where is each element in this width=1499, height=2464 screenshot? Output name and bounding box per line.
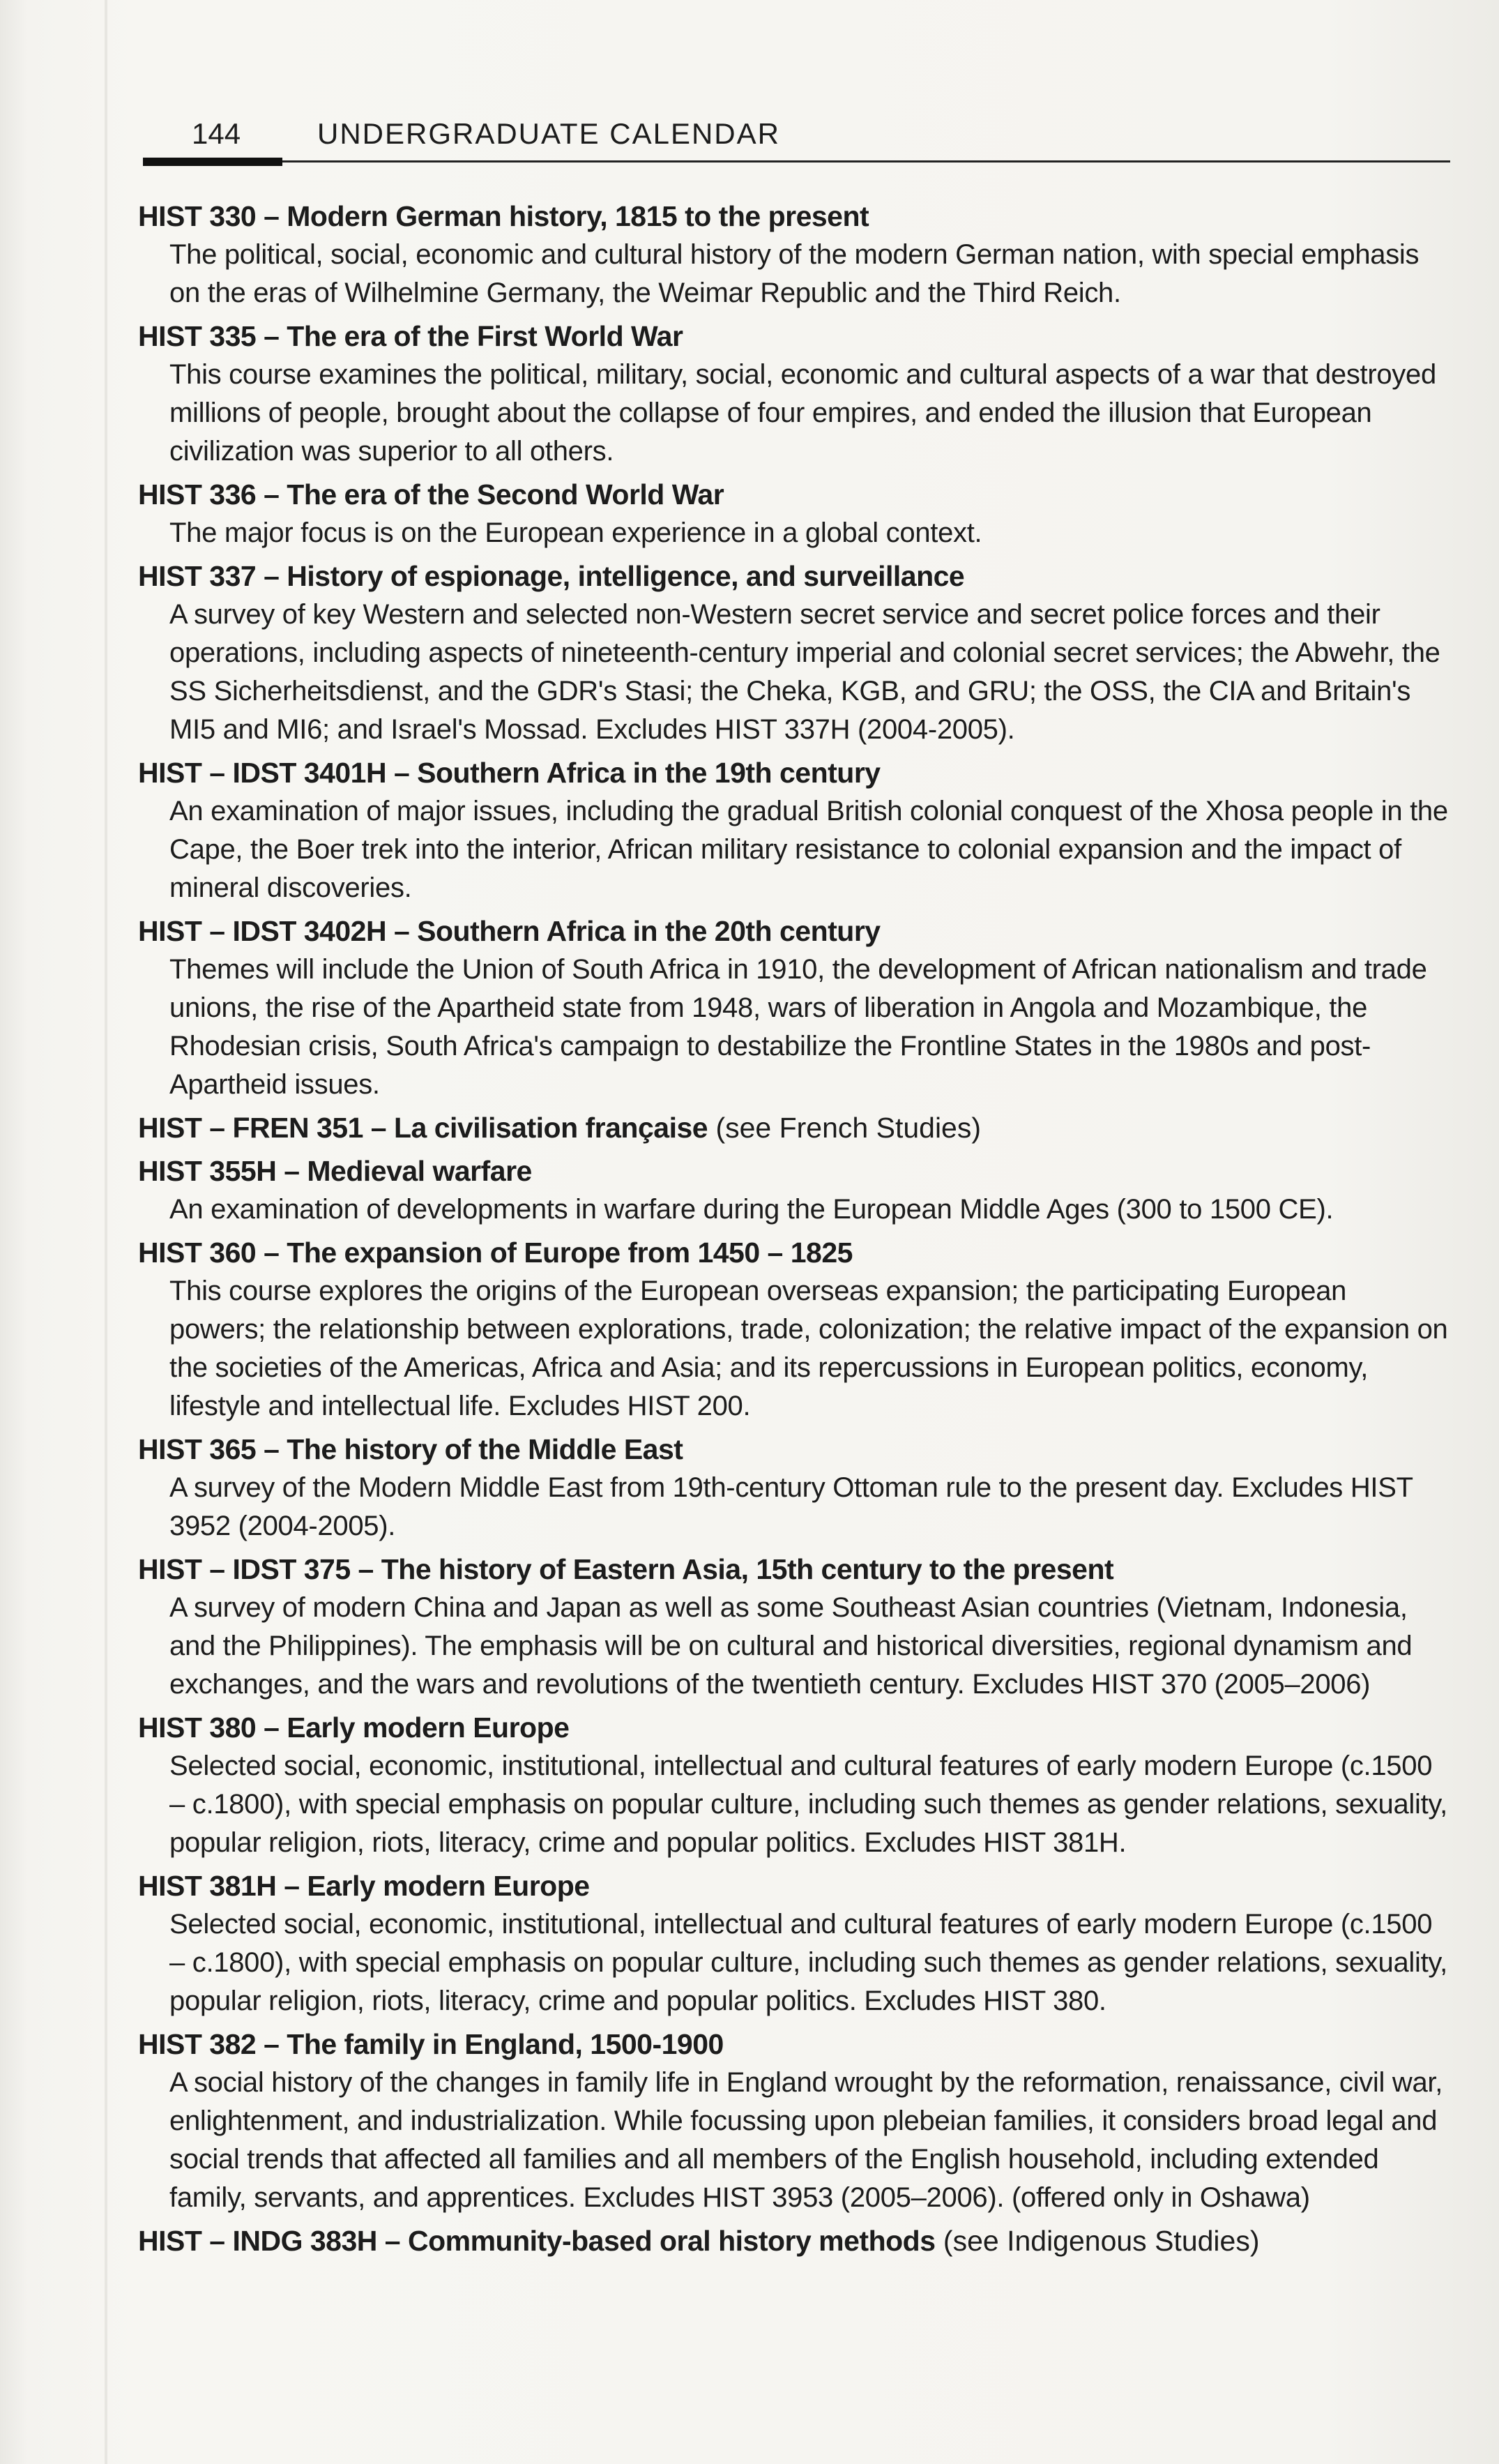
course-title: HIST 381H – Early modern Europe [138,1870,590,1902]
course-description: Selected social, economic, institutional, intellectual and cultural features of early modern Europe (c.1500 – c.1800), with special emphasis on popular culture, including such themes as gender relations, sexuality, popular religion, riots, literacy, crime and popular politics. Excludes HIST 381H. [169,1751,1447,1858]
course-entry [138,1866,1449,2020]
page-fold-shadow [105,0,107,2464]
course-title: HIST – IDST 375 – The history of Eastern Asia, 15th century to the present [138,1553,1114,1585]
course-description: A social history of the changes in family life in England wrought by the reformation, renaissance, civil war, enlightenment, and industrialization. While focussing upon plebeian families, it considers broad legal and social trends that affected all families and all members of the English household, including extended family, servants, and apprentices. Excludes HIST 3953 (2005–2006). (offered only in Oshawa) [169,2067,1443,2213]
course-title: HIST – IDST 3402H – Southern Africa in the 20th century [138,915,881,947]
course-entry [138,2221,1449,2260]
course-entry [138,2025,1449,2217]
cross-reference-note: (see Indigenous Studies) [935,2225,1260,2257]
course-title: HIST 335 – The era of the First World War [138,320,683,352]
course-description: An examination of major issues, including the gradual British colonial conquest of the Xhosa people in the Cape, the Boer trek into the interior, African military resistance to colonial expansion and the impact of mineral discoveries. [169,796,1448,903]
header-rule-accent [143,158,282,166]
course-entry [138,912,1449,1104]
course-description: An examination of developments in warfare during the European Middle Ages (300 to 1500 CE). [169,1194,1334,1225]
course-description: A survey of key Western and selected non-Western secret service and secret police forces and their operations, including aspects of nineteenth-century imperial and colonial secret services; the Abwehr, the SS Sicherheitsdienst, and the GDR's Stasi; the Cheka, KGB, and GRU; the OSS, the CIA and Britain's MI5 and MI6; and Israel's Mossad. Excludes HIST 337H (2004-2005). [169,599,1440,745]
course-description: The political, social, economic and cultural history of the modern German nation, with special emphasis on the eras of Wilhelmine Germany, the Weimar Republic and the Third Reich. [169,239,1420,308]
course-description: This course explores the origins of the European overseas expansion; the participating European powers; the relationship between explorations, trade, colonization; the relative impact of the expansion on the societies of the Americas, Africa and Asia; and its repercussions in European politics, economy, lifestyle and intellectual life. Excludes HIST 200. [169,1276,1448,1421]
course-list [138,197,1449,2265]
course-title: HIST 380 – Early modern Europe [138,1711,570,1744]
course-entry [138,557,1449,749]
course-description: Themes will include the Union of South Africa in 1910, the development of African nationalism and trade unions, the rise of the Apartheid state from 1948, wars of liberation in Angola and Mozambique, the Rhodesian crisis, South Africa's campaign to destabilize the Frontline States in the 1980s and post-Apartheid issues. [169,954,1427,1100]
course-title: HIST – INDG 383H – Community-based oral history methods (see Indigenous Studies) [138,2225,1260,2257]
course-title: HIST – IDST 3401H – Southern Africa in the 19th century [138,757,881,789]
course-entry [138,317,1449,471]
course-entry [138,1233,1449,1426]
course-entry [138,1708,1449,1862]
header-rule [143,160,1450,162]
page-header [143,117,1450,151]
course-entry [138,753,1449,907]
course-entry [138,1108,1449,1147]
page-number: 144 [192,117,241,150]
cross-reference-note: (see French Studies) [708,1112,982,1144]
course-entry [138,475,1449,552]
course-title: HIST 382 – The family in England, 1500-1900 [138,2028,724,2060]
course-entry [138,1550,1449,1704]
course-description: A survey of modern China and Japan as well as some Southeast Asian countries (Vietnam, Indonesia, and the Philippines). The emphasis will be on cultural and historical diversities, regional dynamism and exchanges, and the wars and revolutions of the twentieth century. Excludes HIST 370 (2005–2006) [169,1592,1413,1700]
course-title: HIST 336 – The era of the Second World War [138,478,724,511]
course-entry [138,197,1449,312]
course-title: HIST 365 – The history of the Middle East [138,1433,683,1465]
course-description: A survey of the Modern Middle East from 19th-century Ottoman rule to the present day. Excludes HIST 3952 (2004-2005). [169,1472,1413,1541]
course-description: This course examines the political, military, social, economic and cultural aspects of a war that destroyed millions of people, brought about the collapse of four empires, and ended the illusion that European civilization was superior to all others. [169,359,1436,467]
course-entry [138,1151,1449,1229]
course-title: HIST 330 – Modern German history, 1815 to the present [138,200,869,232]
course-description: The major focus is on the European experience in a global context. [169,517,982,548]
running-head: UNDERGRADUATE CALENDAR [317,117,780,150]
course-title: HIST 360 – The expansion of Europe from 1450 – 1825 [138,1237,853,1269]
course-title: HIST 337 – History of espionage, intelligence, and surveillance [138,560,965,592]
course-title: HIST 355H – Medieval warfare [138,1155,532,1187]
course-description: Selected social, economic, institutional, intellectual and cultural features of early modern Europe (c.1500 – c.1800), with special emphasis on popular culture, including such themes as gender relations, sexuality, popular religion, riots, literacy, crime and popular politics. Excludes HIST 380. [169,1909,1447,2016]
course-title: HIST – FREN 351 – La civilisation française (see French Studies) [138,1112,982,1144]
course-entry [138,1430,1449,1545]
